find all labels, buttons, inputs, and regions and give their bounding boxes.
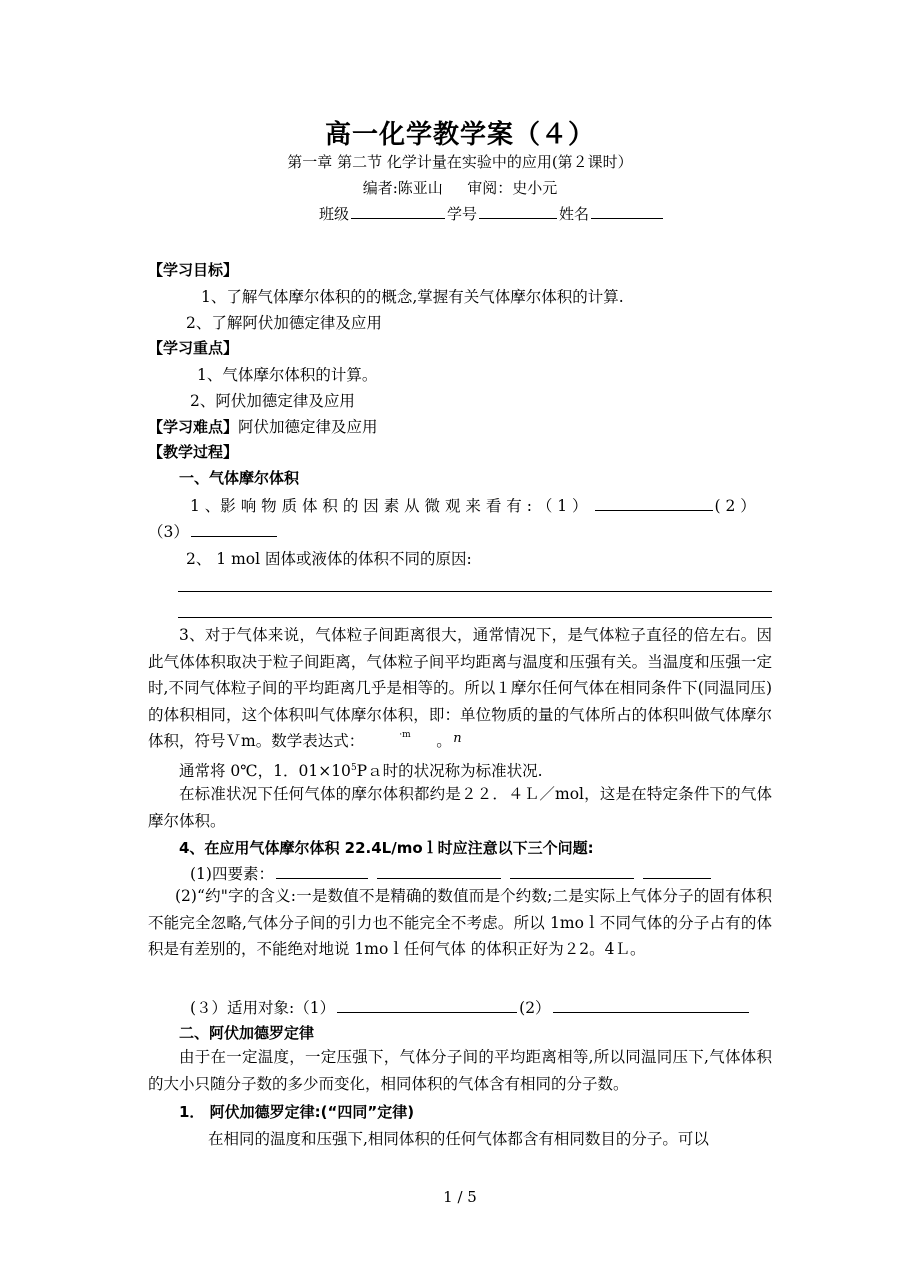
section1-title: 一、气体摩尔体积 — [179, 469, 300, 487]
question-1-cont — [148, 520, 279, 542]
id-label: 学号 — [447, 205, 478, 223]
objectives-heading: 【学习目标】 — [148, 261, 239, 279]
point-4-2: (2)“约"字的含义:一是数值不是精确的数值而是个约数;二是实际上气体分子的固有体积不能完全忽略,气体分子间的引力也不能完全不考虑。所以 1moｌ不同气体的分子占有的体积是有差别的，不能绝对地说 1moｌ任何气体 的体积正好为２2。4Ｌ。 — [148, 887, 772, 958]
page-number: 1 / 5 — [443, 1188, 477, 1206]
difficulty-line — [148, 415, 378, 437]
avogadro-paragraph: 由于在一定温度，一定压强下，气体分子间的平均距离相等,所以同温同压下,气体体积的大小只随分子数的多少而变化，相同体积的气体含有相同的分子数。 — [148, 1048, 772, 1093]
page-subtitle: 第一章 第二节 化学计量在实验中的应用(第２课时） — [287, 153, 633, 171]
editor-line: 编者:陈亚山 审阅：史小元 — [362, 179, 558, 197]
four-elements-label: (1)四要素： — [190, 865, 274, 883]
question-2: 2、 1 mol 固体或液体的体积不同的原因: — [186, 550, 472, 568]
avogadro-law-title: 1． 阿伏加德罗定律:(“四同”定律) — [179, 1103, 415, 1121]
answer-line-2[interactable] — [178, 617, 772, 618]
key-points-heading: 【学习重点】 — [148, 339, 239, 357]
key-point-item-2: 2、阿伏加德定律及应用 — [190, 392, 355, 410]
question-1-blank-3[interactable] — [191, 521, 277, 537]
name-blank[interactable] — [591, 203, 663, 219]
avogadro-law-text: 在相同的温度和压强下,相同体积的任何气体都含有相同数目的分子。可以 — [208, 1130, 709, 1148]
applicable-object-blank-1[interactable] — [337, 997, 517, 1013]
class-blank[interactable] — [351, 203, 445, 219]
student-info-line — [319, 203, 665, 224]
applicable-objects-label: (３）适用对象:（1） — [190, 999, 336, 1017]
section2-title: 二、阿伏加德罗定律 — [179, 1024, 315, 1042]
process-heading: 【教学过程】 — [148, 443, 239, 461]
difficulty-text: 阿伏加德定律及应用 — [238, 418, 378, 436]
applicable-objects-mid: (2） — [519, 999, 551, 1017]
class-label: 班级 — [319, 205, 350, 223]
four-elements-blank-1[interactable] — [276, 863, 368, 879]
four-elements-blank-4[interactable] — [643, 863, 711, 879]
objective-item-1: 1、了解气体摩尔体积的的概念,掌握有关气体摩尔体积的计算. — [201, 288, 624, 306]
std-text-a: 通常将 0℃，1．01×10 — [179, 762, 351, 781]
formula-n: n — [453, 731, 462, 746]
question-1-end: （3） — [148, 523, 189, 541]
molar-volume-paragraph: 在标准状况下任何气体的摩尔体积都约是２２．４Ｌ／mol，这是在特定条件下的气体摩尔体积。 — [148, 785, 772, 830]
id-blank[interactable] — [479, 203, 557, 219]
four-elements-blank-3[interactable] — [510, 863, 634, 879]
formula-end: 。 — [436, 732, 452, 750]
page-title: 高一化学教学案（４） — [324, 120, 595, 150]
name-label: 姓名 — [559, 205, 590, 223]
question-1-blank-1[interactable] — [595, 495, 713, 511]
four-elements-blank-2[interactable] — [377, 863, 501, 879]
formula-vm: ·m — [399, 730, 411, 740]
answer-line-1[interactable] — [178, 591, 772, 592]
applicable-object-blank-2[interactable] — [553, 997, 749, 1013]
question-1-mid: ( 2 ） — [714, 497, 756, 515]
point-4-heading: 4、在应用气体摩尔体积 22.4L/moｌ时应注意以下三个问题: — [179, 839, 594, 857]
point-4-3 — [190, 996, 751, 1018]
objective-item-2: 2、了解阿伏加德定律及应用 — [186, 314, 382, 332]
question-1 — [190, 494, 756, 516]
molar-volume-formula — [364, 730, 462, 746]
paragraph-3 — [148, 622, 772, 755]
key-point-item-1: 1、气体摩尔体积的计算。 — [197, 366, 378, 384]
difficulty-heading: 【学习难点】 — [148, 418, 239, 436]
std-text-b: Pａ时的状况称为标准状况. — [356, 762, 543, 781]
point-4-1 — [190, 862, 713, 884]
std-exponent: 5 — [350, 763, 357, 773]
question-1-text: 1 、影 响 物 质 体 积 的 因 素 从 微 观 来 看 有 : （ 1 ） — [190, 497, 588, 515]
paragraph-3-text: 3、对于气体来说，气体粒子间距离很大，通常情况下，是气体粒子直径的倍左右。因此气体体积取决于粒子间距离，气体粒子间平均距离与温度和压强有关。当温度和压强一定时,不同气体粒子间的平均距离几乎是相等的。所以１摩尔任何气体在相同条件下(同温同压)的体积相同，这个体积叫气体摩尔体积，即：单位物质的量的气体所占的体积叫做气体摩尔体积，符号Ｖm。数学表达式： — [148, 626, 772, 750]
